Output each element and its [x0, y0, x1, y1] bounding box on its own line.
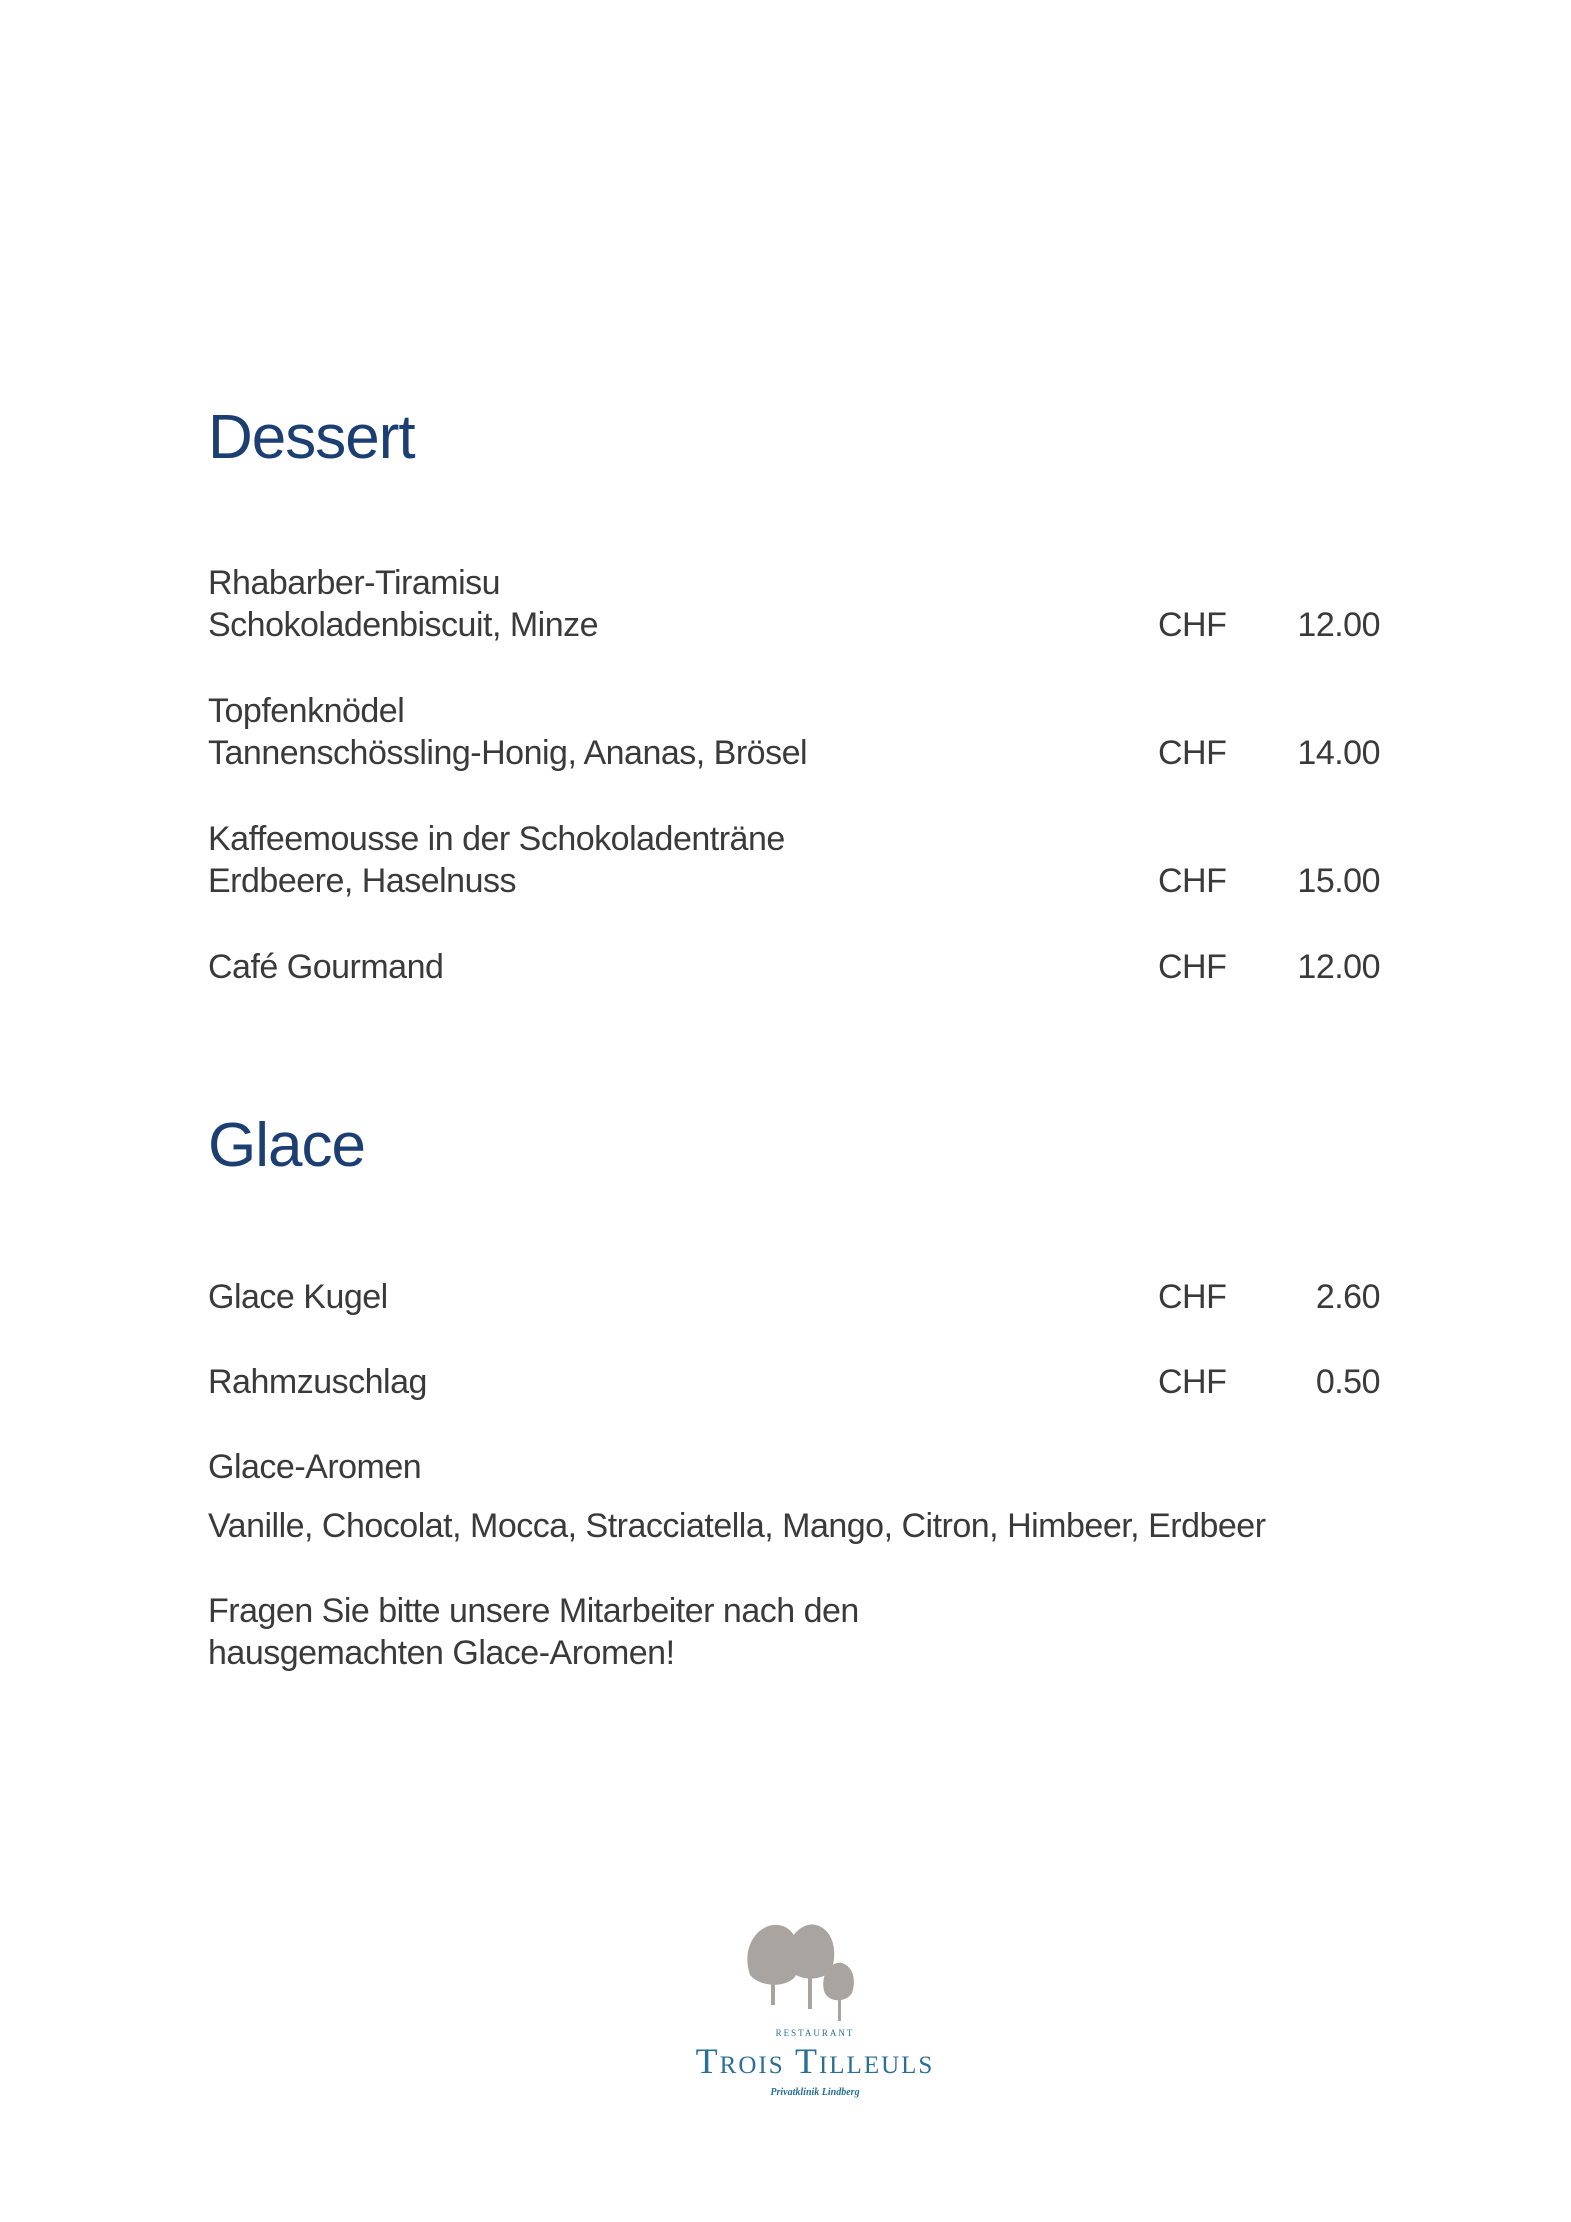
logo-subtitle: Privatklinik Lindberg — [770, 2087, 860, 2098]
menu-item-currency: CHF — [1158, 862, 1227, 900]
logo-restaurant-label: RESTAURANT — [775, 2028, 855, 2038]
menu-item-currency: CHF — [1158, 1363, 1227, 1401]
menu-item-currency: CHF — [1158, 1278, 1227, 1316]
menu-item-name: Rhabarber-Tiramisu — [208, 564, 501, 602]
menu-item-currency: CHF — [1158, 948, 1227, 986]
menu-item-description: Erdbeere, Haselnuss — [208, 862, 517, 900]
menu-item-name: Topfenknödel — [208, 692, 405, 730]
menu-item-currency: CHF — [1158, 734, 1227, 772]
glace-title: Glace — [208, 1111, 365, 1180]
note-line: hausgemachten Glace-Aromen! — [208, 1634, 675, 1672]
menu-item-price: 2.60 — [1315, 1278, 1380, 1316]
menu-item-name: Glace Kugel — [208, 1278, 388, 1316]
note-line: Fragen Sie bitte unsere Mitarbeiter nach den — [208, 1592, 859, 1630]
three-trees-icon — [740, 1915, 890, 2027]
menu-item-price: 12.00 — [1297, 948, 1380, 986]
aromen-title: Glace-Aromen — [208, 1448, 422, 1486]
menu-item-price: 12.00 — [1297, 606, 1380, 644]
restaurant-logo — [660, 1915, 970, 2105]
menu-item-price: 15.00 — [1297, 862, 1380, 900]
menu-item-description: Tannenschössling-Honig, Ananas, Brösel — [208, 734, 808, 772]
menu-item-currency: CHF — [1158, 606, 1227, 644]
menu-item-price: 14.00 — [1297, 734, 1380, 772]
menu-item-description: Schokoladenbiscuit, Minze — [208, 606, 599, 644]
aromen-list: Vanille, Chocolat, Mocca, Stracciatella, Mango, Citron, Himbeer, Erdbeer — [208, 1507, 1266, 1545]
menu-item-price: 0.50 — [1315, 1363, 1380, 1401]
logo-brand: Trois Tilleuls — [695, 2041, 935, 2081]
menu-item-name: Kaffeemousse in der Schokoladenträne — [208, 820, 785, 858]
menu-item-name: Rahmzuschlag — [208, 1363, 427, 1401]
dessert-title: Dessert — [208, 403, 415, 472]
menu-item-name: Café Gourmand — [208, 948, 444, 986]
